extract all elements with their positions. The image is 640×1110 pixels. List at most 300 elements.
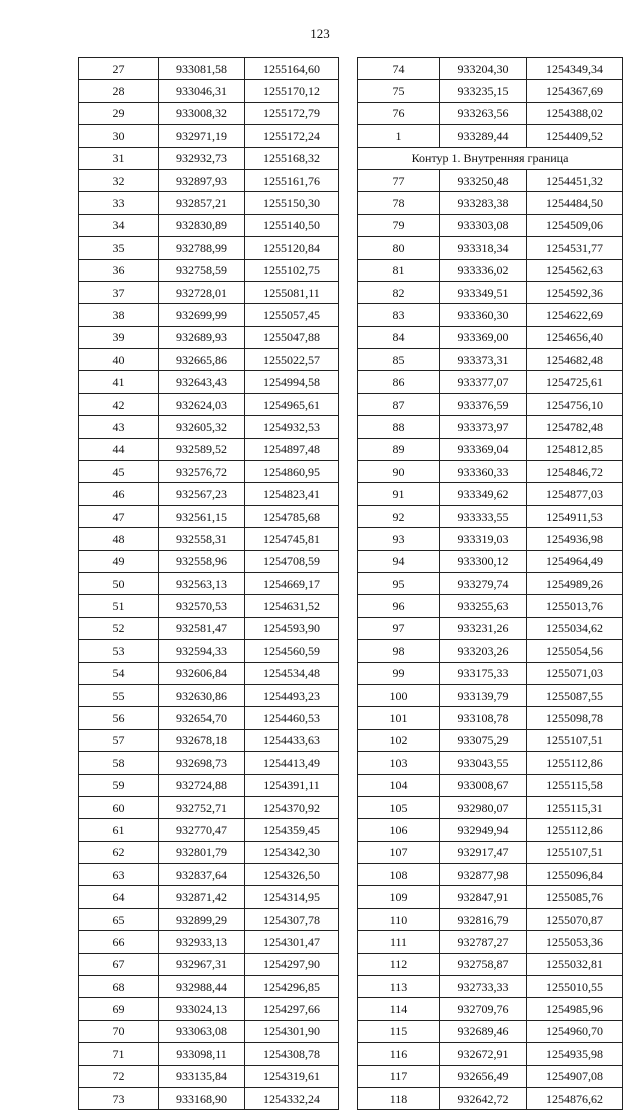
y-coordinate-cell: 1255098,78: [527, 707, 623, 729]
y-coordinate-cell: 1254985,96: [527, 998, 623, 1020]
point-number-cell: 49: [79, 550, 159, 572]
point-number-cell: 89: [358, 438, 440, 460]
point-number-cell: 115: [358, 1020, 440, 1042]
y-coordinate-cell: 1254359,45: [245, 819, 339, 841]
point-number-cell: 96: [358, 595, 440, 617]
y-coordinate-cell: 1254593,90: [245, 617, 339, 639]
x-coordinate-cell: 932770,47: [159, 819, 245, 841]
y-coordinate-cell: 1254745,81: [245, 528, 339, 550]
y-coordinate-cell: 1255170,12: [245, 80, 339, 102]
point-number-cell: 108: [358, 864, 440, 886]
table-row: [79, 617, 339, 639]
coordinates-table-left: [78, 57, 339, 1110]
y-coordinate-cell: 1254756,10: [527, 393, 623, 415]
table-row: [358, 796, 623, 818]
table-row: [79, 125, 339, 147]
point-number-cell: 111: [358, 931, 440, 953]
y-coordinate-cell: 1254308,78: [245, 1043, 339, 1065]
point-number-cell: 56: [79, 707, 159, 729]
x-coordinate-cell: 933283,38: [440, 192, 527, 214]
table-row: [79, 550, 339, 572]
point-number-cell: 95: [358, 572, 440, 594]
point-number-cell: 51: [79, 595, 159, 617]
table-row: [358, 505, 623, 527]
table-row: [358, 169, 623, 191]
point-number-cell: 85: [358, 349, 440, 371]
table-row: [79, 998, 339, 1020]
x-coordinate-cell: 932733,33: [440, 976, 527, 998]
y-coordinate-cell: 1255172,79: [245, 102, 339, 124]
x-coordinate-cell: 932642,72: [440, 1087, 527, 1109]
y-coordinate-cell: 1255013,76: [527, 595, 623, 617]
table-row: [79, 1043, 339, 1065]
x-coordinate-cell: 933377,07: [440, 371, 527, 393]
x-coordinate-cell: 932561,15: [159, 505, 245, 527]
y-coordinate-cell: 1255112,86: [527, 819, 623, 841]
x-coordinate-cell: 932857,21: [159, 192, 245, 214]
y-coordinate-cell: 1254682,48: [527, 349, 623, 371]
y-coordinate-cell: 1254388,02: [527, 102, 623, 124]
table-row: [358, 550, 623, 572]
table-row: [358, 326, 623, 348]
y-coordinate-cell: 1255057,45: [245, 304, 339, 326]
x-coordinate-cell: 932581,47: [159, 617, 245, 639]
x-coordinate-cell: 933168,90: [159, 1087, 245, 1109]
y-coordinate-cell: 1254301,90: [245, 1020, 339, 1042]
point-number-cell: 38: [79, 304, 159, 326]
point-number-cell: 70: [79, 1020, 159, 1042]
table-row: [358, 349, 623, 371]
table-row: [79, 774, 339, 796]
point-number-cell: 101: [358, 707, 440, 729]
y-coordinate-cell: 1254989,26: [527, 572, 623, 594]
y-coordinate-cell: 1254560,59: [245, 640, 339, 662]
table-row: [79, 58, 339, 80]
point-number-cell: 79: [358, 214, 440, 236]
y-coordinate-cell: 1254994,58: [245, 371, 339, 393]
y-coordinate-cell: 1255140,50: [245, 214, 339, 236]
x-coordinate-cell: 933081,58: [159, 58, 245, 80]
table-row: [358, 908, 623, 930]
x-coordinate-cell: 933373,31: [440, 349, 527, 371]
x-coordinate-cell: 933369,00: [440, 326, 527, 348]
x-coordinate-cell: 932558,96: [159, 550, 245, 572]
point-number-cell: 102: [358, 729, 440, 751]
point-number-cell: 66: [79, 931, 159, 953]
point-number-cell: 27: [79, 58, 159, 80]
point-number-cell: 110: [358, 908, 440, 930]
table-row: [79, 304, 339, 326]
point-number-cell: 62: [79, 841, 159, 863]
point-number-cell: 53: [79, 640, 159, 662]
x-coordinate-cell: 932980,07: [440, 796, 527, 818]
x-coordinate-cell: 932971,19: [159, 125, 245, 147]
y-coordinate-cell: 1254725,61: [527, 371, 623, 393]
table-row: [79, 169, 339, 191]
table-row: [358, 416, 623, 438]
y-coordinate-cell: 1254823,41: [245, 483, 339, 505]
y-coordinate-cell: 1254297,66: [245, 998, 339, 1020]
point-number-cell: 47: [79, 505, 159, 527]
point-number-cell: 64: [79, 886, 159, 908]
y-coordinate-cell: 1255150,30: [245, 192, 339, 214]
y-coordinate-cell: 1254897,48: [245, 438, 339, 460]
table-row: [358, 662, 623, 684]
y-coordinate-cell: 1254846,72: [527, 461, 623, 483]
x-coordinate-cell: 932643,43: [159, 371, 245, 393]
table-row: [358, 886, 623, 908]
y-coordinate-cell: 1254877,03: [527, 483, 623, 505]
x-coordinate-cell: 933360,33: [440, 461, 527, 483]
x-coordinate-cell: 932758,87: [440, 953, 527, 975]
y-coordinate-cell: 1254907,08: [527, 1065, 623, 1087]
x-coordinate-cell: 932678,18: [159, 729, 245, 751]
y-coordinate-cell: 1255115,31: [527, 796, 623, 818]
point-number-cell: 103: [358, 752, 440, 774]
x-coordinate-cell: 933046,31: [159, 80, 245, 102]
point-number-cell: 35: [79, 237, 159, 259]
point-number-cell: 113: [358, 976, 440, 998]
x-coordinate-cell: 933135,84: [159, 1065, 245, 1087]
y-coordinate-cell: 1255081,11: [245, 281, 339, 303]
x-coordinate-cell: 933300,12: [440, 550, 527, 572]
y-coordinate-cell: 1255071,03: [527, 662, 623, 684]
x-coordinate-cell: 932567,23: [159, 483, 245, 505]
point-number-cell: 91: [358, 483, 440, 505]
y-coordinate-cell: 1255010,55: [527, 976, 623, 998]
x-coordinate-cell: 932698,73: [159, 752, 245, 774]
x-coordinate-cell: 932897,93: [159, 169, 245, 191]
point-number-cell: 48: [79, 528, 159, 550]
point-number-cell: 88: [358, 416, 440, 438]
point-number-cell: 37: [79, 281, 159, 303]
point-number-cell: 44: [79, 438, 159, 460]
table-row: [79, 147, 339, 169]
y-coordinate-cell: 1254370,92: [245, 796, 339, 818]
table-row: [79, 931, 339, 953]
coordinates-table-right: [357, 57, 623, 1110]
x-coordinate-cell: 932624,03: [159, 393, 245, 415]
y-coordinate-cell: 1255054,56: [527, 640, 623, 662]
table-row: [358, 214, 623, 236]
table-row: [358, 1043, 623, 1065]
table-row: [358, 1087, 623, 1109]
x-coordinate-cell: 932665,86: [159, 349, 245, 371]
table-row: [79, 102, 339, 124]
y-coordinate-cell: 1254935,98: [527, 1043, 623, 1065]
table-row: [79, 796, 339, 818]
y-coordinate-cell: 1255161,76: [245, 169, 339, 191]
y-coordinate-cell: 1255102,75: [245, 259, 339, 281]
point-number-cell: 52: [79, 617, 159, 639]
point-number-cell: 33: [79, 192, 159, 214]
table-row: [79, 908, 339, 930]
x-coordinate-cell: 932877,98: [440, 864, 527, 886]
table-row: [79, 505, 339, 527]
y-coordinate-cell: 1254297,90: [245, 953, 339, 975]
x-coordinate-cell: 933204,30: [440, 58, 527, 80]
point-number-cell: 73: [79, 1087, 159, 1109]
table-row: [358, 572, 623, 594]
table-row: [79, 461, 339, 483]
x-coordinate-cell: 933008,67: [440, 774, 527, 796]
x-coordinate-cell: 932656,49: [440, 1065, 527, 1087]
point-number-cell: 69: [79, 998, 159, 1020]
point-number-cell: 55: [79, 684, 159, 706]
point-number-cell: 58: [79, 752, 159, 774]
y-coordinate-cell: 1254708,59: [245, 550, 339, 572]
table-row: [358, 371, 623, 393]
point-number-cell: 112: [358, 953, 440, 975]
x-coordinate-cell: 932871,42: [159, 886, 245, 908]
point-number-cell: 34: [79, 214, 159, 236]
point-number-cell: 31: [79, 147, 159, 169]
table-row: [79, 192, 339, 214]
point-number-cell: 54: [79, 662, 159, 684]
point-number-cell: 39: [79, 326, 159, 348]
y-coordinate-cell: 1254964,49: [527, 550, 623, 572]
y-coordinate-cell: 1255112,86: [527, 752, 623, 774]
point-number-cell: 94: [358, 550, 440, 572]
y-coordinate-cell: 1254785,68: [245, 505, 339, 527]
table-row: [358, 707, 623, 729]
y-coordinate-cell: 1254460,53: [245, 707, 339, 729]
y-coordinate-cell: 1254932,53: [245, 416, 339, 438]
y-coordinate-cell: 1254534,48: [245, 662, 339, 684]
table-row: [358, 125, 623, 147]
y-coordinate-cell: 1255070,87: [527, 908, 623, 930]
x-coordinate-cell: 932699,99: [159, 304, 245, 326]
x-coordinate-cell: 932576,72: [159, 461, 245, 483]
table-row: [79, 393, 339, 415]
x-coordinate-cell: 932605,32: [159, 416, 245, 438]
y-coordinate-cell: 1254965,61: [245, 393, 339, 415]
x-coordinate-cell: 932752,71: [159, 796, 245, 818]
point-number-cell: 36: [79, 259, 159, 281]
x-coordinate-cell: 933231,26: [440, 617, 527, 639]
table-row: [358, 259, 623, 281]
point-number-cell: 104: [358, 774, 440, 796]
x-coordinate-cell: 932816,79: [440, 908, 527, 930]
x-coordinate-cell: 933279,74: [440, 572, 527, 594]
table-row: [358, 483, 623, 505]
x-coordinate-cell: 933024,13: [159, 998, 245, 1020]
y-coordinate-cell: 1254911,53: [527, 505, 623, 527]
table-row: [79, 80, 339, 102]
table-row: [79, 976, 339, 998]
x-coordinate-cell: 933369,04: [440, 438, 527, 460]
y-coordinate-cell: 1254314,95: [245, 886, 339, 908]
table-row: [358, 461, 623, 483]
y-coordinate-cell: 1255164,60: [245, 58, 339, 80]
y-coordinate-cell: 1254319,61: [245, 1065, 339, 1087]
y-coordinate-cell: 1255120,84: [245, 237, 339, 259]
table-row: [79, 729, 339, 751]
x-coordinate-cell: 933349,62: [440, 483, 527, 505]
point-number-cell: 87: [358, 393, 440, 415]
y-coordinate-cell: 1255087,55: [527, 684, 623, 706]
table-row: [79, 349, 339, 371]
point-number-cell: 1: [358, 125, 440, 147]
x-coordinate-cell: 932606,84: [159, 662, 245, 684]
table-row: [358, 304, 623, 326]
x-coordinate-cell: 933108,78: [440, 707, 527, 729]
point-number-cell: 117: [358, 1065, 440, 1087]
point-number-cell: 81: [358, 259, 440, 281]
table-row: [79, 237, 339, 259]
table-row: [79, 1065, 339, 1087]
y-coordinate-cell: 1254301,47: [245, 931, 339, 953]
x-coordinate-cell: 932917,47: [440, 841, 527, 863]
point-number-cell: 116: [358, 1043, 440, 1065]
point-number-cell: 105: [358, 796, 440, 818]
y-coordinate-cell: 1254860,95: [245, 461, 339, 483]
x-coordinate-cell: 932837,64: [159, 864, 245, 886]
point-number-cell: 97: [358, 617, 440, 639]
x-coordinate-cell: 933139,79: [440, 684, 527, 706]
point-number-cell: 82: [358, 281, 440, 303]
x-coordinate-cell: 933333,55: [440, 505, 527, 527]
y-coordinate-cell: 1255053,36: [527, 931, 623, 953]
table-row: [358, 617, 623, 639]
y-coordinate-cell: 1254367,69: [527, 80, 623, 102]
table-row: [358, 976, 623, 998]
table-row: [358, 819, 623, 841]
y-coordinate-cell: 1255115,58: [527, 774, 623, 796]
y-coordinate-cell: 1255047,88: [245, 326, 339, 348]
table-row: [358, 729, 623, 751]
point-number-cell: 77: [358, 169, 440, 191]
y-coordinate-cell: 1255096,84: [527, 864, 623, 886]
x-coordinate-cell: 932787,27: [440, 931, 527, 953]
x-coordinate-cell: 933203,26: [440, 640, 527, 662]
x-coordinate-cell: 933376,59: [440, 393, 527, 415]
point-number-cell: 86: [358, 371, 440, 393]
point-number-cell: 68: [79, 976, 159, 998]
y-coordinate-cell: 1255032,81: [527, 953, 623, 975]
table-row: [79, 483, 339, 505]
y-coordinate-cell: 1254509,06: [527, 214, 623, 236]
x-coordinate-cell: 932830,89: [159, 214, 245, 236]
point-number-cell: 107: [358, 841, 440, 863]
table-row: [79, 259, 339, 281]
x-coordinate-cell: 932933,13: [159, 931, 245, 953]
y-coordinate-cell: 1255107,51: [527, 841, 623, 863]
point-number-cell: 76: [358, 102, 440, 124]
point-number-cell: 74: [358, 58, 440, 80]
table-row: [358, 864, 623, 886]
point-number-cell: 84: [358, 326, 440, 348]
point-number-cell: 46: [79, 483, 159, 505]
table-row: [79, 214, 339, 236]
point-number-cell: 75: [358, 80, 440, 102]
table-row: [79, 864, 339, 886]
table-row: [358, 80, 623, 102]
point-number-cell: 42: [79, 393, 159, 415]
point-number-cell: 45: [79, 461, 159, 483]
point-number-cell: 32: [79, 169, 159, 191]
x-coordinate-cell: 932672,91: [440, 1043, 527, 1065]
point-number-cell: 65: [79, 908, 159, 930]
y-coordinate-cell: 1254296,85: [245, 976, 339, 998]
point-number-cell: 78: [358, 192, 440, 214]
point-number-cell: 92: [358, 505, 440, 527]
table-row: [358, 58, 623, 80]
y-coordinate-cell: 1254307,78: [245, 908, 339, 930]
table-row: [79, 528, 339, 550]
table-row: [79, 572, 339, 594]
table-row: [79, 371, 339, 393]
y-coordinate-cell: 1254562,63: [527, 259, 623, 281]
table-row: [79, 326, 339, 348]
table-row: [358, 528, 623, 550]
table-row: [79, 953, 339, 975]
point-number-cell: 63: [79, 864, 159, 886]
x-coordinate-cell: 932594,33: [159, 640, 245, 662]
table-row: [79, 281, 339, 303]
x-coordinate-cell: 932788,99: [159, 237, 245, 259]
y-coordinate-cell: 1254876,62: [527, 1087, 623, 1109]
x-coordinate-cell: 932589,52: [159, 438, 245, 460]
point-number-cell: 106: [358, 819, 440, 841]
table-row: [79, 438, 339, 460]
y-coordinate-cell: 1254342,30: [245, 841, 339, 863]
point-number-cell: 93: [358, 528, 440, 550]
table-row: [79, 752, 339, 774]
x-coordinate-cell: 932949,94: [440, 819, 527, 841]
y-coordinate-cell: 1255107,51: [527, 729, 623, 751]
x-coordinate-cell: 933250,48: [440, 169, 527, 191]
y-coordinate-cell: 1254433,63: [245, 729, 339, 751]
y-coordinate-cell: 1255168,32: [245, 147, 339, 169]
table-row: [358, 752, 623, 774]
point-number-cell: 28: [79, 80, 159, 102]
x-coordinate-cell: 932630,86: [159, 684, 245, 706]
point-number-cell: 83: [358, 304, 440, 326]
y-coordinate-cell: 1254622,69: [527, 304, 623, 326]
point-number-cell: 29: [79, 102, 159, 124]
x-coordinate-cell: 933255,63: [440, 595, 527, 617]
section-header-row: [358, 147, 623, 169]
table-row: [358, 953, 623, 975]
point-number-cell: 80: [358, 237, 440, 259]
table-row: [358, 595, 623, 617]
point-number-cell: 30: [79, 125, 159, 147]
x-coordinate-cell: 933008,32: [159, 102, 245, 124]
y-coordinate-cell: 1254493,23: [245, 684, 339, 706]
y-coordinate-cell: 1254326,50: [245, 864, 339, 886]
x-coordinate-cell: 932563,13: [159, 572, 245, 594]
point-number-cell: 72: [79, 1065, 159, 1087]
x-coordinate-cell: 932988,44: [159, 976, 245, 998]
x-coordinate-cell: 932709,76: [440, 998, 527, 1020]
point-number-cell: 60: [79, 796, 159, 818]
x-coordinate-cell: 932758,59: [159, 259, 245, 281]
y-coordinate-cell: 1254592,36: [527, 281, 623, 303]
point-number-cell: 43: [79, 416, 159, 438]
y-coordinate-cell: 1254531,77: [527, 237, 623, 259]
table-row: [358, 192, 623, 214]
point-number-cell: 50: [79, 572, 159, 594]
table-row: [79, 1020, 339, 1042]
x-coordinate-cell: 932558,31: [159, 528, 245, 550]
page-number: 123: [310, 26, 330, 41]
x-coordinate-cell: 932801,79: [159, 841, 245, 863]
x-coordinate-cell: 932570,53: [159, 595, 245, 617]
x-coordinate-cell: 933318,34: [440, 237, 527, 259]
y-coordinate-cell: 1255034,62: [527, 617, 623, 639]
x-coordinate-cell: 933319,03: [440, 528, 527, 550]
